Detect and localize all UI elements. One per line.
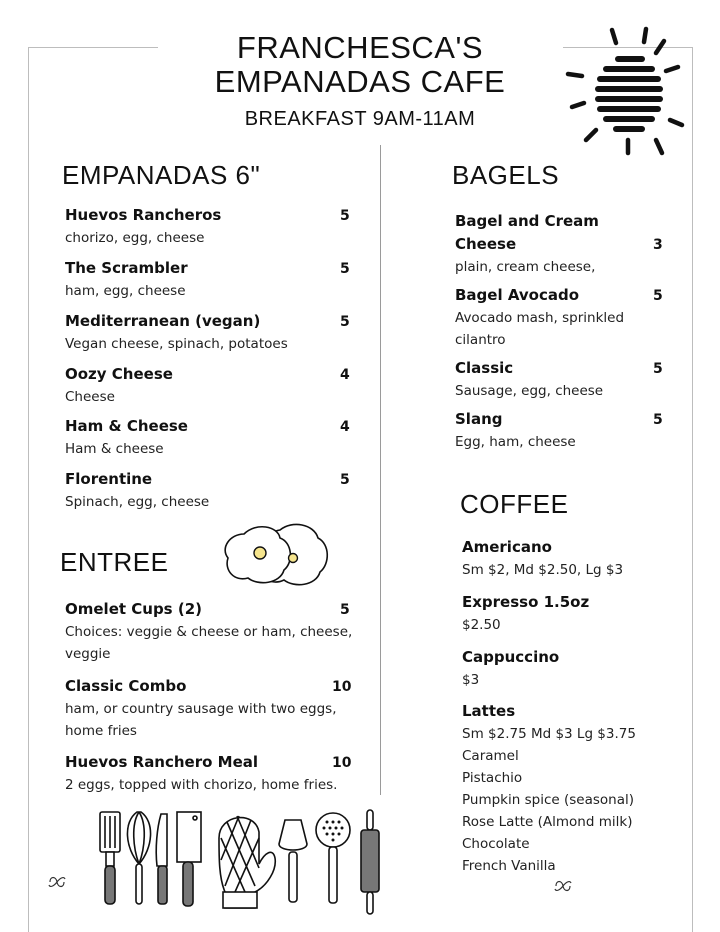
item-description: plain, cream cheese, (455, 259, 596, 275)
item-price: 5 (340, 261, 350, 277)
entree-heading: ENTREE (60, 547, 169, 577)
latte-flavor: French Vanilla (462, 858, 556, 874)
item-description: $3 (462, 672, 480, 688)
item-name: Bagel and Cream (455, 212, 599, 230)
latte-flavor: Pumpkin spice (seasonal) (462, 792, 634, 808)
item-description: ham, egg, cheese (65, 283, 186, 299)
cafe-title-line2: EMPANADAS CAFE (214, 64, 506, 99)
frame-right-line (692, 47, 693, 932)
latte-flavor: Pistachio (462, 770, 523, 786)
item-description: ham, or country sausage with two eggs, (65, 701, 337, 717)
item-name: The Scrambler (65, 259, 188, 277)
item-description: Sm $2.75 Md $3 Lg $3.75 (462, 726, 636, 742)
item-description: Egg, ham, cheese (455, 434, 576, 450)
sun-icon (560, 25, 700, 160)
item-name: Mediterranean (vegan) (65, 312, 261, 330)
menu-item-slang (455, 408, 576, 453)
item-description: Cheese (65, 389, 115, 405)
menu-item-huevos-rancheros (65, 204, 221, 249)
column-divider (380, 145, 381, 795)
item-name: Cheese (455, 235, 517, 253)
bagels-heading: BAGELS (452, 160, 560, 190)
item-description: Choices: veggie & cheese or ham, cheese, (65, 624, 353, 640)
flourish-icon (552, 876, 574, 896)
item-description: $2.50 (462, 617, 501, 633)
item-description: Sausage, egg, cheese (455, 383, 604, 399)
item-price: 5 (340, 314, 350, 330)
item-name: Oozy Cheese (65, 365, 173, 383)
item-price: 5 (653, 288, 663, 304)
menu-item-classic-combo (65, 675, 337, 742)
latte-flavor: Chocolate (462, 836, 530, 852)
menu-item-bagel-cream-cheese (455, 210, 599, 278)
item-description: Sm $2, Md $2.50, Lg $3 (462, 562, 624, 578)
item-price: 4 (340, 419, 350, 435)
item-price: 4 (340, 367, 350, 383)
item-price: 5 (340, 472, 350, 488)
item-description: cilantro (455, 332, 506, 348)
item-description: Avocado mash, sprinkled (455, 310, 625, 326)
item-price: 10 (332, 679, 352, 695)
item-price: 5 (653, 412, 663, 428)
item-description: 2 eggs, topped with chorizo, home fries. (65, 777, 338, 793)
menu-item-mediterranean (65, 310, 288, 355)
menu-item-the-scrambler (65, 257, 188, 302)
item-name: Cappuccino (462, 648, 560, 666)
menu-item-cappuccino (462, 646, 559, 691)
item-name: Ham & Cheese (65, 417, 188, 435)
item-name: Classic Combo (65, 677, 187, 695)
menu-item-bagel-avocado (455, 284, 624, 351)
item-name: Huevos Rancheros (65, 206, 222, 224)
item-description: Vegan cheese, spinach, potatoes (65, 336, 288, 352)
coffee-heading: COFFEE (460, 489, 569, 519)
kitchen-utensils-icon (95, 808, 390, 920)
item-price: 10 (332, 755, 352, 771)
latte-flavor: Caramel (462, 748, 519, 764)
cafe-title-line1: FRANCHESCA'S (236, 30, 484, 65)
menu-item-oozy-cheese (65, 363, 173, 408)
item-name: Bagel Avocado (455, 286, 580, 304)
menu-item-lattes (462, 700, 636, 877)
item-name: Omelet Cups (2) (65, 600, 202, 618)
latte-flavor: Rose Latte (Almond milk) (462, 814, 633, 830)
item-name: Lattes (462, 702, 516, 720)
menu-item-americano (462, 536, 623, 581)
menu-item-classic-bagel (455, 357, 603, 402)
flourish-icon (46, 872, 68, 892)
item-description: veggie (65, 646, 111, 662)
item-name: Expresso 1.5oz (462, 593, 590, 611)
item-description: home fries (65, 723, 137, 739)
menu-item-ham-cheese (65, 415, 188, 460)
frame-left-line (28, 47, 29, 932)
item-price: 5 (340, 602, 350, 618)
item-description: Spinach, egg, cheese (65, 494, 210, 510)
hours-subtitle: BREAKFAST 9AM-11AM (244, 108, 476, 130)
item-price: 3 (653, 237, 663, 253)
menu-item-florentine (65, 468, 209, 513)
item-name: Florentine (65, 470, 153, 488)
fried-eggs-icon (222, 520, 332, 590)
item-name: Classic (455, 359, 514, 377)
empanadas-heading: EMPANADAS 6" (62, 160, 261, 190)
item-name: Huevos Ranchero Meal (65, 753, 259, 771)
item-description: Ham & cheese (65, 441, 164, 457)
item-name: Slang (455, 410, 503, 428)
item-price: 5 (340, 208, 350, 224)
item-price: 5 (653, 361, 663, 377)
menu-item-expresso (462, 591, 589, 636)
menu-item-huevos-ranchero-meal (65, 751, 337, 796)
menu-item-omelet-cups (65, 598, 352, 665)
item-name: Americano (462, 538, 552, 556)
item-description: chorizo, egg, cheese (65, 230, 205, 246)
